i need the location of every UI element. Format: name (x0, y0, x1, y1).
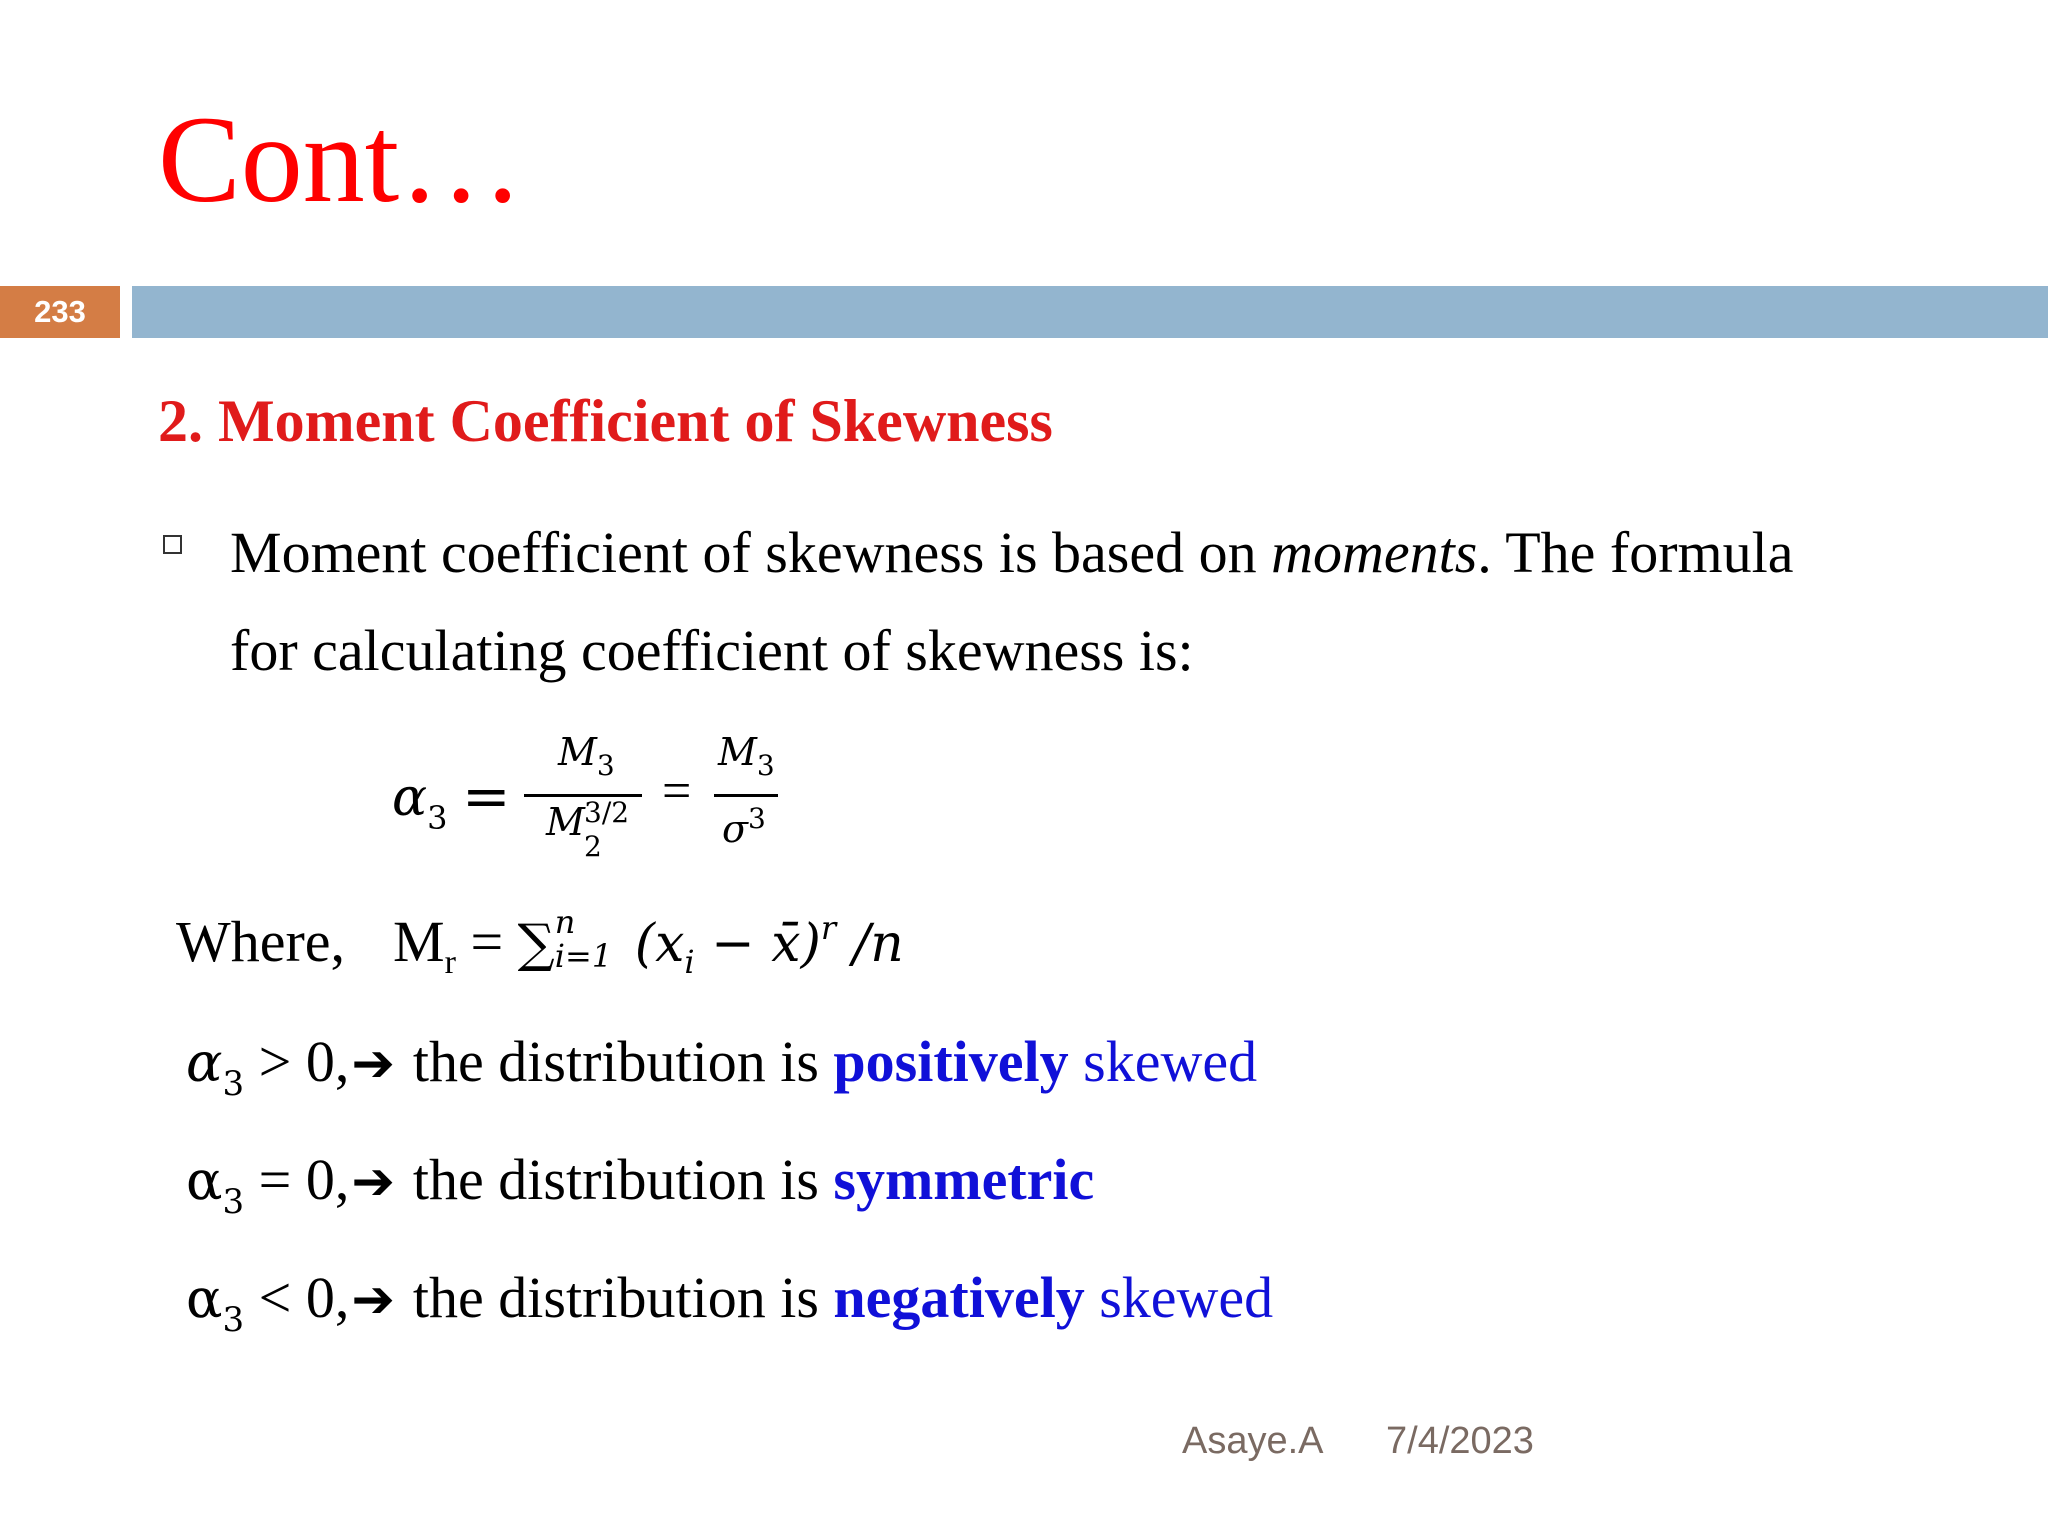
moments-emphasis: moments (1271, 520, 1478, 585)
formula-alpha: $\alpha_3$ (392, 768, 448, 837)
bullet-paragraph (230, 504, 1950, 700)
formula-denominator-1-sup: 3/2 (584, 796, 630, 829)
positively-label: positively (833, 1029, 1069, 1094)
moment-symbol: $M_r$ (393, 909, 456, 981)
sum-expression: ∑ n i=1 ($x_i$ − x̄)$^r$ /n (517, 903, 904, 981)
symmetric-label: symmetric (833, 1147, 1095, 1212)
condition-negative: $\alpha_3$ < 0,➔ the distribution is negatively skewed (186, 1265, 1274, 1340)
formula-equals-2: = (662, 763, 692, 820)
right-arrow-icon: ➔ (351, 1034, 395, 1094)
formula-denominator-1-sub: 2 (584, 830, 602, 863)
condition-positive: $\alpha_3$ > 0,➔ the distribution is positively skewed (186, 1029, 1258, 1104)
slide-title: Cont… (158, 91, 524, 228)
title-divider-band (132, 286, 2048, 338)
formula-numerator-2: $M_3$ (718, 730, 775, 782)
paragraph-line-1: Moment coefficient of skewness is based on moments. The formula (230, 520, 1794, 585)
alpha-symbol: α (186, 1031, 223, 1094)
footer-author: Asaye.A (1182, 1420, 1324, 1462)
square-bullet-icon (163, 535, 182, 554)
paragraph-line-2: for calculating coefficient of skewness is: (230, 618, 1194, 683)
where-label: Where, (176, 909, 346, 974)
footer-date: 7/4/2023 (1386, 1420, 1534, 1462)
alpha-symbol: α (186, 1149, 223, 1212)
condition-symmetric: $\alpha_3$ = 0,➔ the distribution is symmetric (186, 1147, 1095, 1222)
right-arrow-icon: ➔ (351, 1270, 395, 1330)
where-definition: Where, $M_r$ = ∑ n i=1 ($x_i$ − x̄)$^r$ /n (176, 903, 904, 981)
formula-denominator-2: $\sigma^3$ (722, 802, 766, 851)
section-heading: 2. Moment Coefficient of Skewness (158, 388, 1053, 454)
fraction-bar-2 (714, 794, 778, 797)
formula-equals-1: = (462, 762, 511, 830)
formula-denominator-1: M (546, 800, 585, 844)
formula-numerator-1: $M_3$ (558, 730, 615, 782)
right-arrow-icon: ➔ (351, 1152, 395, 1212)
negatively-label: negatively (833, 1265, 1085, 1330)
slide-number: 233 (0, 286, 120, 338)
alpha-symbol: α (186, 1267, 223, 1330)
